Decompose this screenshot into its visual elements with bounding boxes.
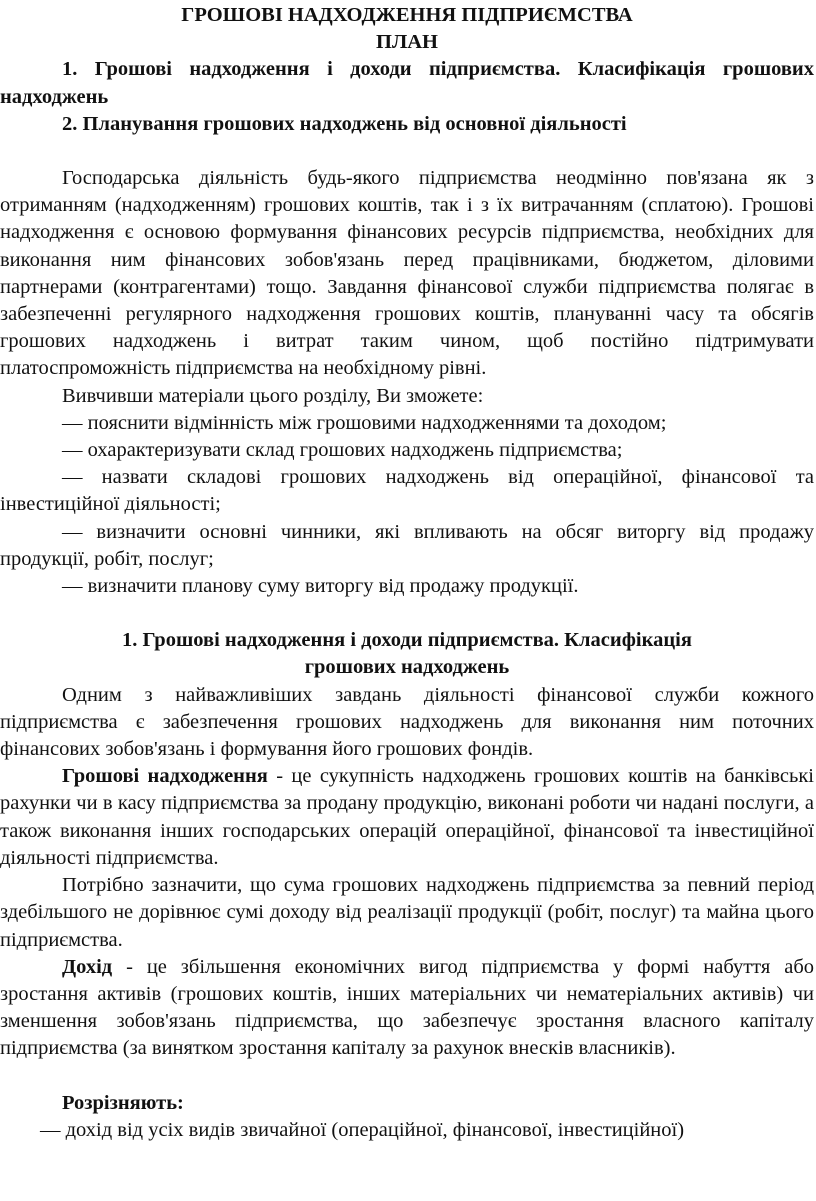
plan-item-2: 2. Планування грошових надходжень від основної діяльності	[62, 112, 627, 135]
section-heading: 1. Грошові надходження і доходи підприємства. Класифікація	[122, 629, 692, 652]
objective-item: — охарактеризувати склад грошових надходжень підприємства;	[62, 439, 623, 462]
distinguish-item: — дохід від усіх видів звичайної (операційної, фінансової, інвестиційної)	[40, 1118, 685, 1141]
section-paragraph: Одним з найважливіших завдань діяльності фінансової служби кожного підприємства є забезпечення грошових надходжень для виконання ним поточних фінансових зобов'язань і формування його грошових фондів.	[0, 683, 814, 761]
spacer	[0, 600, 814, 627]
objective-item: — визначити планову суму виторгу від продажу продукції.	[62, 575, 579, 598]
definition-cash-receipts	[0, 763, 814, 872]
distinguish-heading: Розрізняють:	[62, 1091, 184, 1114]
definition-text: - це збільшення економічних вигод підприємства у формі набуття або зростання активів (грошових коштів, інших матеріальних чи нематеріальних активів) чи зменшення зобов'язань підприємства, що забезпечує зростання власного капіталу підприємства (за винятком зростання капіталу за рахунок внесків власників).	[0, 955, 814, 1060]
objective-item: — пояснити відмінність між грошовими надходженнями та доходом;	[62, 411, 667, 434]
spacer	[0, 1063, 814, 1090]
plan-heading: ПЛАН	[376, 31, 438, 54]
definition-income	[0, 954, 814, 1063]
document-title: ГРОШОВІ НАДХОДЖЕННЯ ПІДПРИЄМСТВА	[181, 4, 633, 26]
section-paragraph: Потрібно зазначити, що сума грошових надходжень підприємства за певний період здебільшого не дорівнює сумі доходу від реалізації продукції (робіт, послуг) та майна цього підприємства.	[0, 874, 814, 951]
plan-item-1: 1. Грошові надходження і доходи підприємства. Класифікація грошових надходжень	[0, 58, 814, 108]
definition-text: - це сукупність надходжень грошових коштів на банківські рахунки чи в касу підприємства за продану продукцію, виконані роботи чи надані послуги, а також виконання інших господарських операцій операційної, фінансової та інвестиційної діяльності підприємства.	[0, 765, 814, 869]
definition-term: Грошові надходження	[62, 765, 268, 788]
intro-paragraph: Господарська діяльність будь-якого підприємства неодмінно пов'язана як з отриманням (надходженням) грошових коштів, так і з їх витрачанням (сплатою). Грошові надходження є основою формування фінансових ресурсів підприємства, необхідних для виконання ним фінансових зобов'язань перед працівниками, бюджетом, діловими партнерами (контрагентами) тощо. Завдання фінансової служби підприємства полягає в забезпеченні регулярного надходження грошових коштів, плануванні часу та обсягів грошових надходжень і витрат таким чином, щоб постійно підтримувати платоспроможність підприємства на необхідному рівні.	[0, 167, 814, 380]
section-heading-continued: грошових надходжень	[304, 656, 510, 679]
objectives-intro: Вивчивши матеріали цього розділу, Ви зможете:	[62, 384, 484, 407]
definition-term: Дохід	[62, 955, 113, 978]
spacer	[0, 138, 814, 165]
objective-item: — визначити основні чинники, які впливають на обсяг виторгу від продажу продукції, робіт, послуг;	[0, 520, 814, 570]
objective-item: — назвати складові грошових надходжень від операційної, фінансової та інвестиційної діяльності;	[0, 466, 814, 516]
